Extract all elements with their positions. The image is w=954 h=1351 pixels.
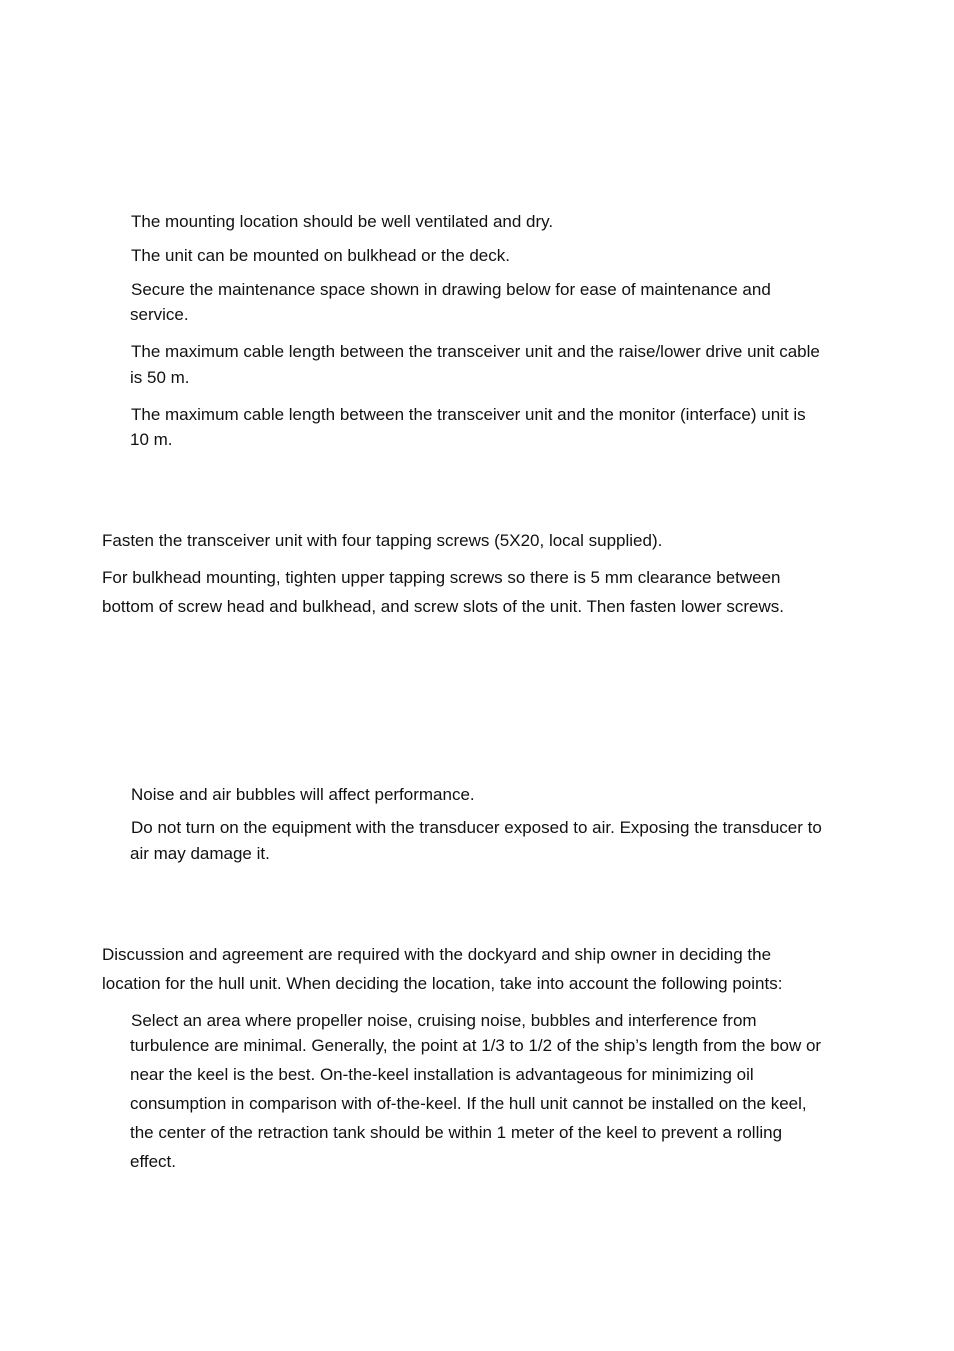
list-item: The maximum cable length between the transceiver unit and the raise/lower drive unit cable	[131, 342, 820, 361]
list-item-continuation: near the keel is the best. On-the-keel installation is advantageous for minimizing oil	[130, 1065, 754, 1084]
list-item-continuation: the center of the retraction tank should be within 1 meter of the keel to prevent a rolling	[130, 1123, 783, 1142]
paragraph-line: Fasten the transceiver unit with four tapping screws (5X20, local supplied).	[102, 531, 663, 550]
list-item: The maximum cable length between the transceiver unit and the monitor (interface) unit is	[131, 405, 806, 424]
list-item-continuation: 10 m.	[130, 430, 173, 449]
list-item-continuation: is 50 m.	[130, 368, 190, 387]
list-item-continuation: consumption in comparison with of-the-keel. If the hull unit cannot be installed on the keel,	[130, 1094, 807, 1113]
list-item-continuation: air may damage it.	[130, 844, 270, 863]
paragraph-line: For bulkhead mounting, tighten upper tapping screws so there is 5 mm clearance between	[102, 568, 781, 587]
list-item: The unit can be mounted on bulkhead or the deck.	[131, 246, 510, 265]
list-item-continuation: service.	[130, 305, 189, 324]
paragraph-line: Discussion and agreement are required with the dockyard and ship owner in deciding the	[102, 945, 772, 964]
paragraph-line: bottom of screw head and bulkhead, and screw slots of the unit. Then fasten lower screws.	[102, 597, 784, 616]
list-item: Do not turn on the equipment with the transducer exposed to air. Exposing the transducer to	[131, 818, 822, 837]
paragraph-line: location for the hull unit. When deciding the location, take into account the following points:	[102, 974, 783, 993]
list-item: The mounting location should be well ventilated and dry.	[131, 212, 554, 231]
list-item-continuation: effect.	[130, 1152, 176, 1171]
list-item: Noise and air bubbles will affect performance.	[131, 785, 475, 804]
list-item: Secure the maintenance space shown in drawing below for ease of maintenance and	[131, 280, 771, 299]
list-item: Select an area where propeller noise, cruising noise, bubbles and interference from	[131, 1011, 757, 1030]
list-item-continuation: turbulence are minimal. Generally, the point at 1/3 to 1/2 of the ship’s length from the bow or	[130, 1036, 822, 1055]
